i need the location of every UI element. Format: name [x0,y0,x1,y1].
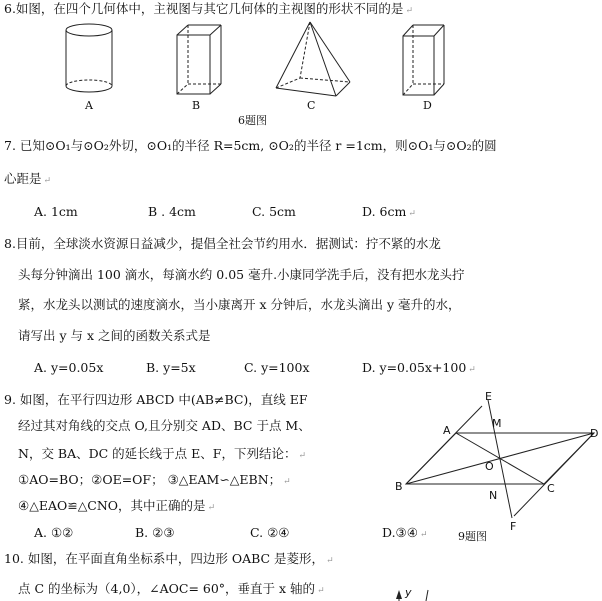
q10-y-axis-label: y [405,586,412,599]
q9-line3: N，交 BA、DC 的延长线于点 E、F，下列结论： ↵ [18,446,307,461]
q7-option-b: B . 4cm [148,204,196,219]
q9-point-d: D [590,427,599,440]
q9-point-m: M [492,417,502,430]
q9-point-e: E [485,390,492,403]
q9-point-f: F [510,520,517,533]
q7-option-a: A. 1cm [34,204,78,219]
q9-point-o: O [485,460,494,473]
q7-line2: 心距是 ↵ [4,171,52,186]
q7-option-d: D. 6cm ↵ [362,204,416,219]
q9-option-b: B. ②③ [135,525,175,540]
q9-point-n: N [489,489,498,502]
q8-option-d: D. y=0.05x+100 ↵ [362,360,476,375]
q7-line1: 7. 已知⊙O₁与⊙O₂外切，⊙O₁的半径 R=5cm, ⊙O₂的半径 r =1cm，则⊙O₁与⊙O₂的圆 [4,138,497,153]
q9-line4: ①AO=BO；②OE=OF； ③△EAM∽△EBN； ↵ [18,472,291,487]
q9-point-a: A [443,424,451,437]
q7-option-c: C. 5cm [252,204,296,219]
q8-option-a: A. y=0.05x [34,360,104,375]
q9-option-a: A. ①② [34,525,74,540]
q8-line4: 请写出 y 与 x 之间的函数关系式是 [18,328,211,343]
q9-option-c: C. ②④ [250,525,290,540]
q9-line1: 9. 如图，在平行四边形 ABCD 中(AB≠BC)，直线 EF [4,392,308,407]
q6-stem: 6.如图，在四个几何体中，主视图与其它几何体的主视图的形状不同的是 ↵ [4,1,413,16]
q6-label-b: B [192,99,201,112]
q8-option-b: B. y=5x [146,360,196,375]
q8-line3: 紧，水龙头以测试的速度滴水，当小康离开 x 分钟后，水龙头滴出 y 毫升的水， [18,297,461,312]
q8-line2: 头每分钟滴出 100 滴水，每滴水约 0.05 毫升.小康同学洗手后，没有把水龙头拧 [18,267,465,282]
q9-caption: 9题图 [458,530,487,543]
q10-line2: 点 C 的坐标为（4,0），∠AOC= 60°，垂直于 x 轴的 ↵ [18,581,325,596]
q8-line1: 8.目前，全球淡水资源日益减少，提倡全社会节约用水．据测试：拧不紧的水龙 [4,236,441,251]
q8-option-c: C. y=100x [244,360,310,375]
q10-line1: 10. 如图，在平面直角坐标系中，四边形 OABC 是菱形， ↵ [4,551,334,566]
q6-label-c: C [307,99,316,112]
q9-point-c: C [547,482,555,495]
q6-label-a: A [85,99,93,112]
q9-line5: ④△EAO≌△CNO，其中正确的是 ↵ [18,498,216,513]
q6-caption: 6题图 [238,114,267,127]
q9-line2: 经过其对角线的交点 O,且分别交 AD、BC 于点 M、 [18,418,311,433]
q9-option-d: D.③④ ↵ [382,525,428,540]
q6-label-d: D [423,99,432,112]
q9-point-b: B [395,480,403,493]
